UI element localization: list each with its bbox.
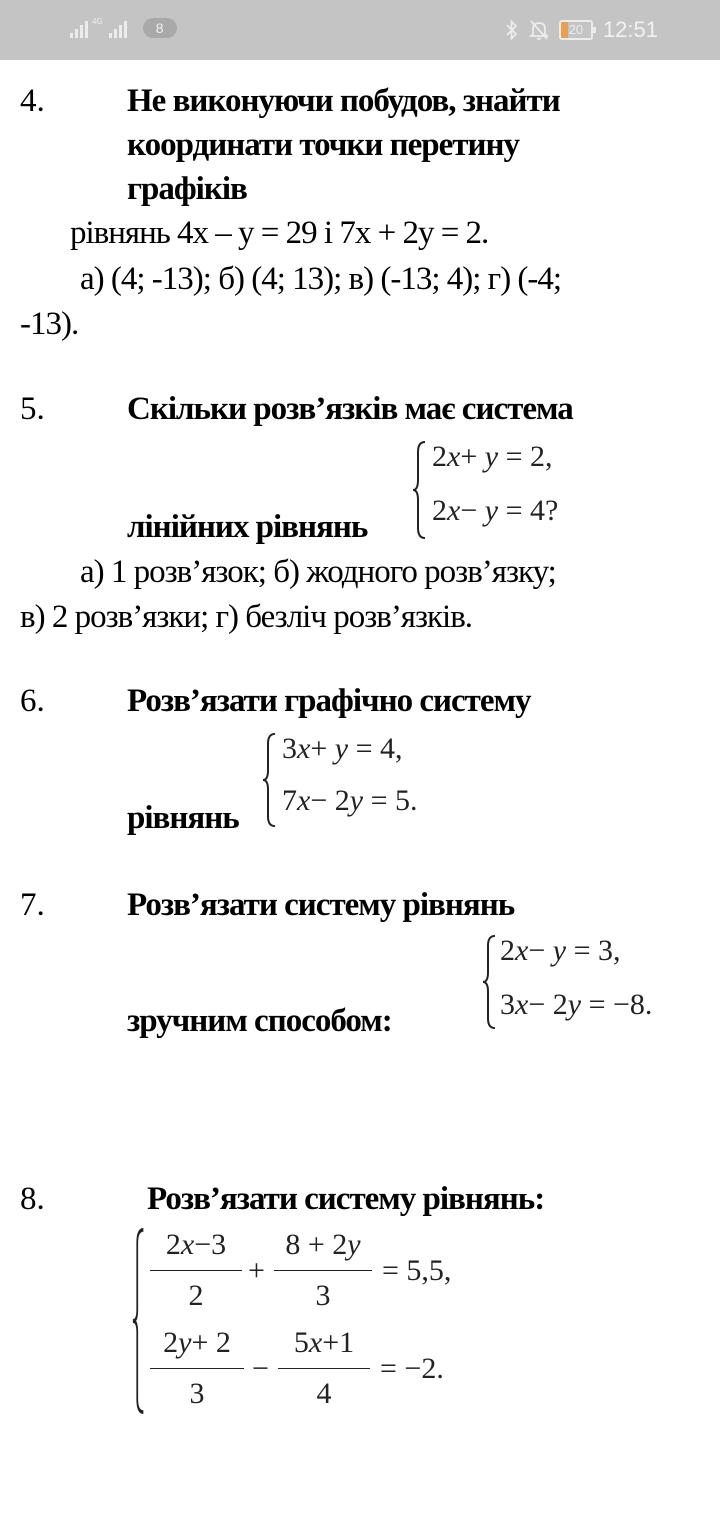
signal-icon-2 xyxy=(109,18,127,38)
question-4-options: а) (4; -13); б) (4; 13); в) (-13; 4); г) (-4; xyxy=(80,261,562,297)
equation: 7x− 2y = 5. xyxy=(282,784,418,817)
question-7-system xyxy=(482,934,712,1030)
question-5-line: Скільки розв’язків має система xyxy=(127,391,573,427)
question-7-line: зручним способом: xyxy=(127,1003,392,1039)
status-right xyxy=(505,15,658,45)
minus-operator: − xyxy=(252,1352,269,1385)
question-5-options-cont: в) 2 розв’язки; г) безліч розв’язків. xyxy=(20,599,473,635)
question-6-system xyxy=(262,732,482,828)
equation: 3x+ y = 4, xyxy=(282,732,403,765)
question-7-line: Розв’язати систему рівнянь xyxy=(127,887,515,923)
fraction-bar xyxy=(150,1368,244,1369)
fraction-bar xyxy=(274,1270,372,1271)
fraction: 5x+1 4 xyxy=(278,1326,370,1411)
question-4-line: Не виконуючи побудов, знайти xyxy=(127,83,560,119)
fraction: 8 + 2y 3 xyxy=(274,1228,372,1313)
question-4-line: координати точки перетину xyxy=(127,127,520,163)
question-8-number: 8. xyxy=(20,1181,45,1217)
question-8-line: Розв’язати систему рівнянь: xyxy=(147,1181,545,1217)
rhs: = 5,5, xyxy=(382,1254,452,1287)
brace-icon xyxy=(132,1228,146,1414)
question-5-number: 5. xyxy=(20,391,45,427)
question-5-system xyxy=(412,440,612,540)
network-type: 4G xyxy=(92,17,103,26)
question-7-number: 7. xyxy=(20,887,45,923)
equation: 3x− 2y = −8. xyxy=(500,988,653,1021)
brace-icon xyxy=(482,934,498,1030)
fraction: 2y+ 2 3 xyxy=(150,1326,244,1411)
signal-icon xyxy=(70,18,88,38)
brace-icon xyxy=(262,732,278,828)
equation: 2x+ y = 2, xyxy=(432,440,553,473)
question-5-line: лінійних рівнянь xyxy=(127,509,368,545)
question-6-line: рівнянь xyxy=(127,800,239,836)
battery-level: 20 xyxy=(568,22,584,37)
question-4-options-cont: -13). xyxy=(20,306,79,342)
fraction-bar xyxy=(150,1270,242,1271)
question-6-number: 6. xyxy=(20,683,45,719)
battery-icon xyxy=(559,20,593,40)
brace-icon xyxy=(412,440,428,540)
rhs: = −2. xyxy=(380,1352,444,1385)
question-8-system xyxy=(132,1228,492,1414)
fraction: 2x−3 2 xyxy=(150,1228,242,1313)
plus-operator: + xyxy=(248,1254,265,1287)
mute-icon xyxy=(529,19,549,41)
question-6-line: Розв’язати графічно систему xyxy=(127,683,531,719)
clock: 12:51 xyxy=(602,17,658,42)
question-4-equations: рівнянь 4х – у = 29 і 7х + 2у = 2. xyxy=(70,215,489,251)
equation: 2x− y = 3, xyxy=(500,934,621,967)
question-5-options: а) 1 розв’язок; б) жодного розв’язку; xyxy=(80,554,556,590)
fraction-bar xyxy=(278,1368,370,1369)
equation: 2x− y = 4? xyxy=(432,494,559,527)
question-4-line: графіків xyxy=(127,171,247,207)
status-bar xyxy=(0,0,720,60)
question-4-number: 4. xyxy=(20,83,45,119)
notification-count-badge: 8 xyxy=(143,18,177,38)
status-left xyxy=(70,18,177,38)
bluetooth-icon xyxy=(505,19,519,41)
